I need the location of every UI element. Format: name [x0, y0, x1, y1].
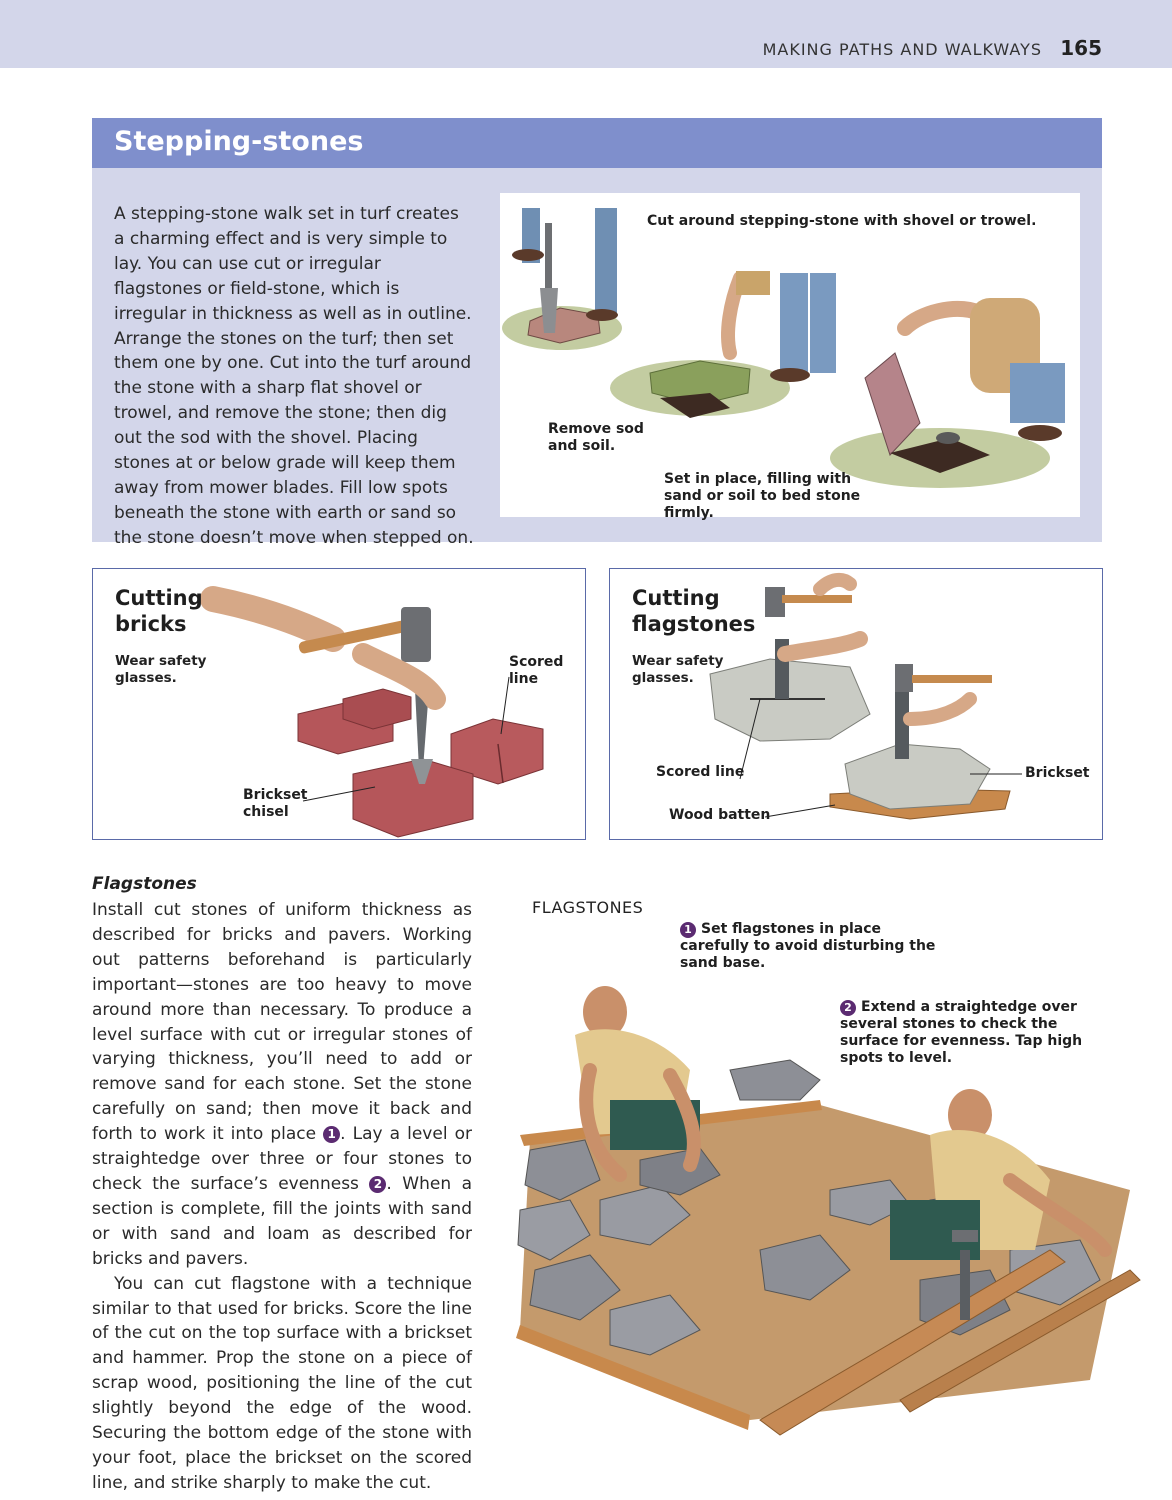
flagstones-paragraph-1 — [92, 898, 472, 1272]
para1-part-c: . When a section is complete, fill the joints with sand or with sand and loam as described for bricks and pavers. — [92, 1173, 472, 1269]
flagstones-text — [92, 898, 472, 1496]
page-number: 165 — [1060, 36, 1102, 60]
label-set-in-place: Set in place, filling with sand or soil to bed stone firmly. — [664, 471, 861, 521]
callout-step-1-badge: 1 — [680, 922, 696, 938]
running-head: MAKING PATHS AND WALKWAYS — [762, 40, 1042, 59]
step-2-badge: 2 — [369, 1176, 386, 1193]
stepping-stones-section — [92, 118, 1102, 548]
cutting-flagstones-panel — [609, 568, 1103, 840]
cutting-flagstones-title: Cutting flagstones — [632, 586, 756, 636]
para1-part-a: Install cut stones of uniform thickness as described for bricks and pavers. Working out patterns beforehand is particularly important—stones are too heavy to move around more than necessary. To produce a level surface with cut or irregular stones of varying thickness, you’ll need to add or remove sand for each stone. Set the stone carefully on sand; then move it back and forth to work it into place — [92, 900, 472, 1145]
callout-step-1-text: Set flagstones in place carefully to avoid disturbing the sand base. — [680, 921, 936, 971]
step-1-badge: 1 — [323, 1126, 340, 1143]
cutting-bricks-panel — [92, 568, 586, 840]
para1-part-b: . Lay a level or straightedge over three or four stones to check the surface’s evenness — [92, 1124, 473, 1194]
callout-step-2-badge: 2 — [840, 1000, 856, 1016]
stepping-stones-illustration — [500, 193, 1080, 521]
label-scored-line-flag: Scored line — [656, 764, 745, 780]
stepping-stones-text: A stepping-stone walk set in turf creates a charming effect and is very simple to lay. You can use cut or irregular flagstones or field-stone, which is irregular in thickness as well as in outline. Arrange the stones on the turf; then set them one by one. Cut into the turf around the stone with a sharp flat shovel or trowel, and remove the stone; then dig out the sod with the shovel. Placing stones at or below grade will keep them away from mower blades. Fill low spots beneath the stone with earth or sand so the stone doesn’t move when stepped on. — [114, 204, 474, 548]
label-scored-line: Scored line — [509, 654, 564, 687]
label-wood-batten: Wood batten — [669, 807, 771, 823]
section-title: Stepping-stones — [114, 126, 364, 157]
label-brickset-chisel: Brickset chisel — [243, 787, 308, 820]
callout-step-2-text: Extend a straightedge over several stones to check the surface for evenness. Tap high spots to level. — [840, 999, 1083, 1066]
label-cut-around: Cut around stepping-stone with shovel or trowel. — [647, 213, 1037, 229]
cutting-bricks-title: Cutting bricks — [115, 586, 203, 636]
flagstones-paragraph-2: You can cut flagstone with a technique similar to that used for bricks. Score the line of the cut on the top surface with a brickset and hammer. Prop the stone on a piece of scrap wood, positioning the line of the cut slightly beyond the edge of the wood. Securing the bottom edge of the stone with your foot, place the brickset on the scored line, and strike sharply to make the cut. — [92, 1273, 472, 1493]
flagstones-heading: Flagstones — [92, 874, 197, 894]
stepping-stones-drawing — [500, 193, 1080, 517]
label-brickset: Brickset — [1025, 765, 1090, 781]
flagstones-illustration — [490, 950, 1160, 1495]
cutting-flagstones-note: Wear safety glasses. — [632, 653, 724, 686]
cutting-bricks-note: Wear safety glasses. — [115, 653, 207, 686]
flagstones-figure-label: FLAGSTONES — [532, 898, 644, 917]
section-title-bar — [92, 118, 1102, 168]
label-remove-sod: Remove sod and soil. — [548, 421, 644, 454]
